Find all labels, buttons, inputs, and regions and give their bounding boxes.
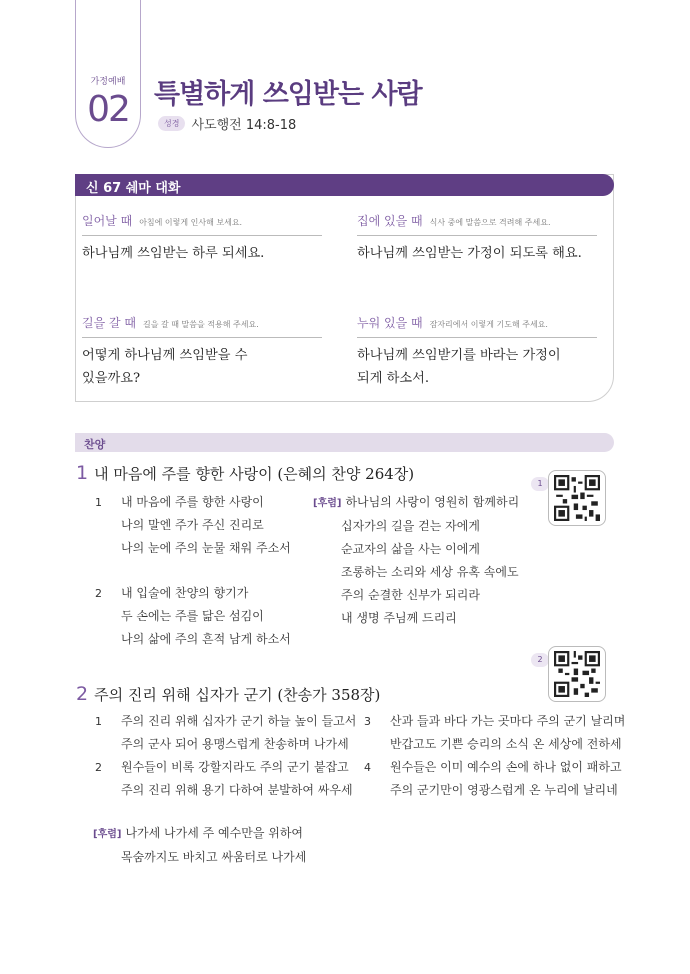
song1-verse1-number: 1 [95, 496, 102, 509]
song2-verse3 [390, 710, 625, 756]
cell-title: 누워 있을 때 [357, 316, 423, 330]
lyric-line: 나가세 나가세 주 예수만을 위하여 [125, 826, 304, 840]
lyric-line: 주의 순결한 신부가 되리라 [341, 588, 480, 602]
scripture-label: 성경 [158, 116, 185, 131]
song2-title: 주의 진리 위해 십자가 군기 (찬송가 358장) [94, 686, 381, 704]
cell-title: 집에 있을 때 [357, 214, 423, 228]
page-title: 특별하게 쓰임받는 사람 [154, 79, 422, 110]
song1-verse2-number: 2 [95, 587, 102, 600]
lyric-line: 원수들이 비록 강할지라도 주의 군기 붙잡고 [121, 760, 349, 774]
lyric-line: 주의 군사 되어 용맹스럽게 찬송하며 나가세 [121, 737, 349, 751]
song1-verse2 [121, 582, 291, 651]
lyric-line: 나의 눈에 주의 눈물 채워 주소서 [121, 541, 291, 555]
lyric-line: 두 손에는 주를 닮은 섬김이 [121, 609, 264, 623]
cell-subtitle: 아침에 이렇게 인사해 보세요. [139, 218, 243, 227]
cell-subtitle: 잠자리에서 이렇게 기도해 주세요. [429, 320, 548, 329]
cell-text [357, 344, 597, 390]
song2-verse4 [390, 756, 622, 802]
song2-number: 2 [76, 683, 89, 705]
song2-chorus [93, 822, 306, 869]
song1-title: 내 마음에 주를 향한 사랑이 (은혜의 찬양 264장) [94, 465, 415, 483]
cell-title: 일어날 때 [82, 214, 133, 228]
lyric-line: 하나님의 사랑이 영원히 함께하리 [345, 495, 520, 509]
lyric-line: 나의 말엔 주가 주신 진리로 [121, 518, 264, 532]
conversation-cell-wakeup [82, 212, 322, 265]
qr-icon[interactable] [548, 646, 606, 702]
conversation-cell-road [82, 314, 322, 390]
cell-line: 하나님께 쓰임받는 가정이 되도록 해요. [357, 246, 582, 261]
lyric-line: 목숨까지도 바치고 싸움터로 나가세 [121, 850, 307, 864]
qr-label: 1 [531, 477, 549, 491]
song2-verse4-number: 4 [364, 761, 371, 774]
song2-verse1-number: 1 [95, 715, 102, 728]
cell-text [357, 242, 597, 265]
cell-text [82, 242, 322, 265]
chorus-tag: [후렴] [313, 498, 342, 509]
scripture-ref: 사도행전 14:8-18 [191, 118, 297, 133]
cell-text [82, 344, 322, 390]
conversation-title: 신 67 쉐마 대화 [75, 174, 614, 196]
song2-title-row [76, 683, 380, 705]
category-label: 가정예배 [90, 77, 126, 87]
cell-line: 어떻게 하나님께 쓰임받을 수 [82, 348, 248, 363]
lyric-line: 주의 진리 위해 용기 다하여 분발하여 싸우세 [121, 783, 353, 797]
lyric-line: 순교자의 삶을 사는 이에게 [341, 542, 480, 556]
lesson-number: 02 [87, 89, 129, 130]
scripture-reference [158, 114, 296, 133]
lyric-line: 내 생명 주님께 드리리 [341, 611, 457, 625]
lyric-line: 주의 진리 위해 십자가 군기 하늘 높이 들고서 [121, 714, 357, 728]
cell-title: 길을 갈 때 [82, 316, 136, 330]
cell-subtitle: 길을 갈 때 말씀을 적용해 주세요. [143, 320, 259, 329]
song2-verse3-number: 3 [364, 715, 371, 728]
lesson-badge [75, 0, 141, 148]
song2-verse2 [121, 756, 353, 802]
song1-number: 1 [76, 462, 89, 484]
song1-chorus [313, 491, 519, 630]
qr-label: 2 [531, 653, 549, 667]
lyric-line: 조롱하는 소리와 세상 유혹 속에도 [341, 565, 519, 579]
cell-line: 하나님께 쓰임받기를 바라는 가정이 [357, 348, 561, 363]
lyric-line: 산과 들과 바다 가는 곳마다 주의 군기 날리며 [390, 714, 626, 728]
chorus-tag: [후렴] [93, 829, 122, 840]
lyric-line: 내 마음에 주를 향한 사랑이 [121, 495, 264, 509]
conversation-cell-home [357, 212, 597, 265]
lyric-line: 반갑고도 기쁜 승리의 소식 온 세상에 전하세 [390, 737, 622, 751]
hymn-section-title: 찬양 [75, 433, 614, 452]
cell-line: 되게 하소서. [357, 371, 430, 386]
cell-line: 있을까요? [82, 371, 141, 386]
song2-verse1 [121, 710, 356, 756]
lyric-line: 내 입술에 찬양의 향기가 [121, 586, 249, 600]
conversation-cell-bed [357, 314, 597, 390]
lyric-line: 십자가의 길을 걷는 자에게 [341, 519, 480, 533]
song2-verse2-number: 2 [95, 761, 102, 774]
lyric-line: 나의 삶에 주의 흔적 남게 하소서 [121, 632, 291, 646]
lyric-line: 주의 군기만이 영광스럽게 온 누리에 날리네 [390, 783, 618, 797]
cell-line: 하나님께 쓰임받는 하루 되세요. [82, 246, 265, 261]
cell-subtitle: 식사 중에 말씀으로 격려해 주세요. [429, 218, 551, 227]
qr-icon[interactable] [548, 470, 606, 526]
lyric-line: 원수들은 이미 예수의 손에 하나 없이 패하고 [390, 760, 622, 774]
song1-title-row [76, 462, 414, 484]
song1-verse1 [121, 491, 291, 560]
